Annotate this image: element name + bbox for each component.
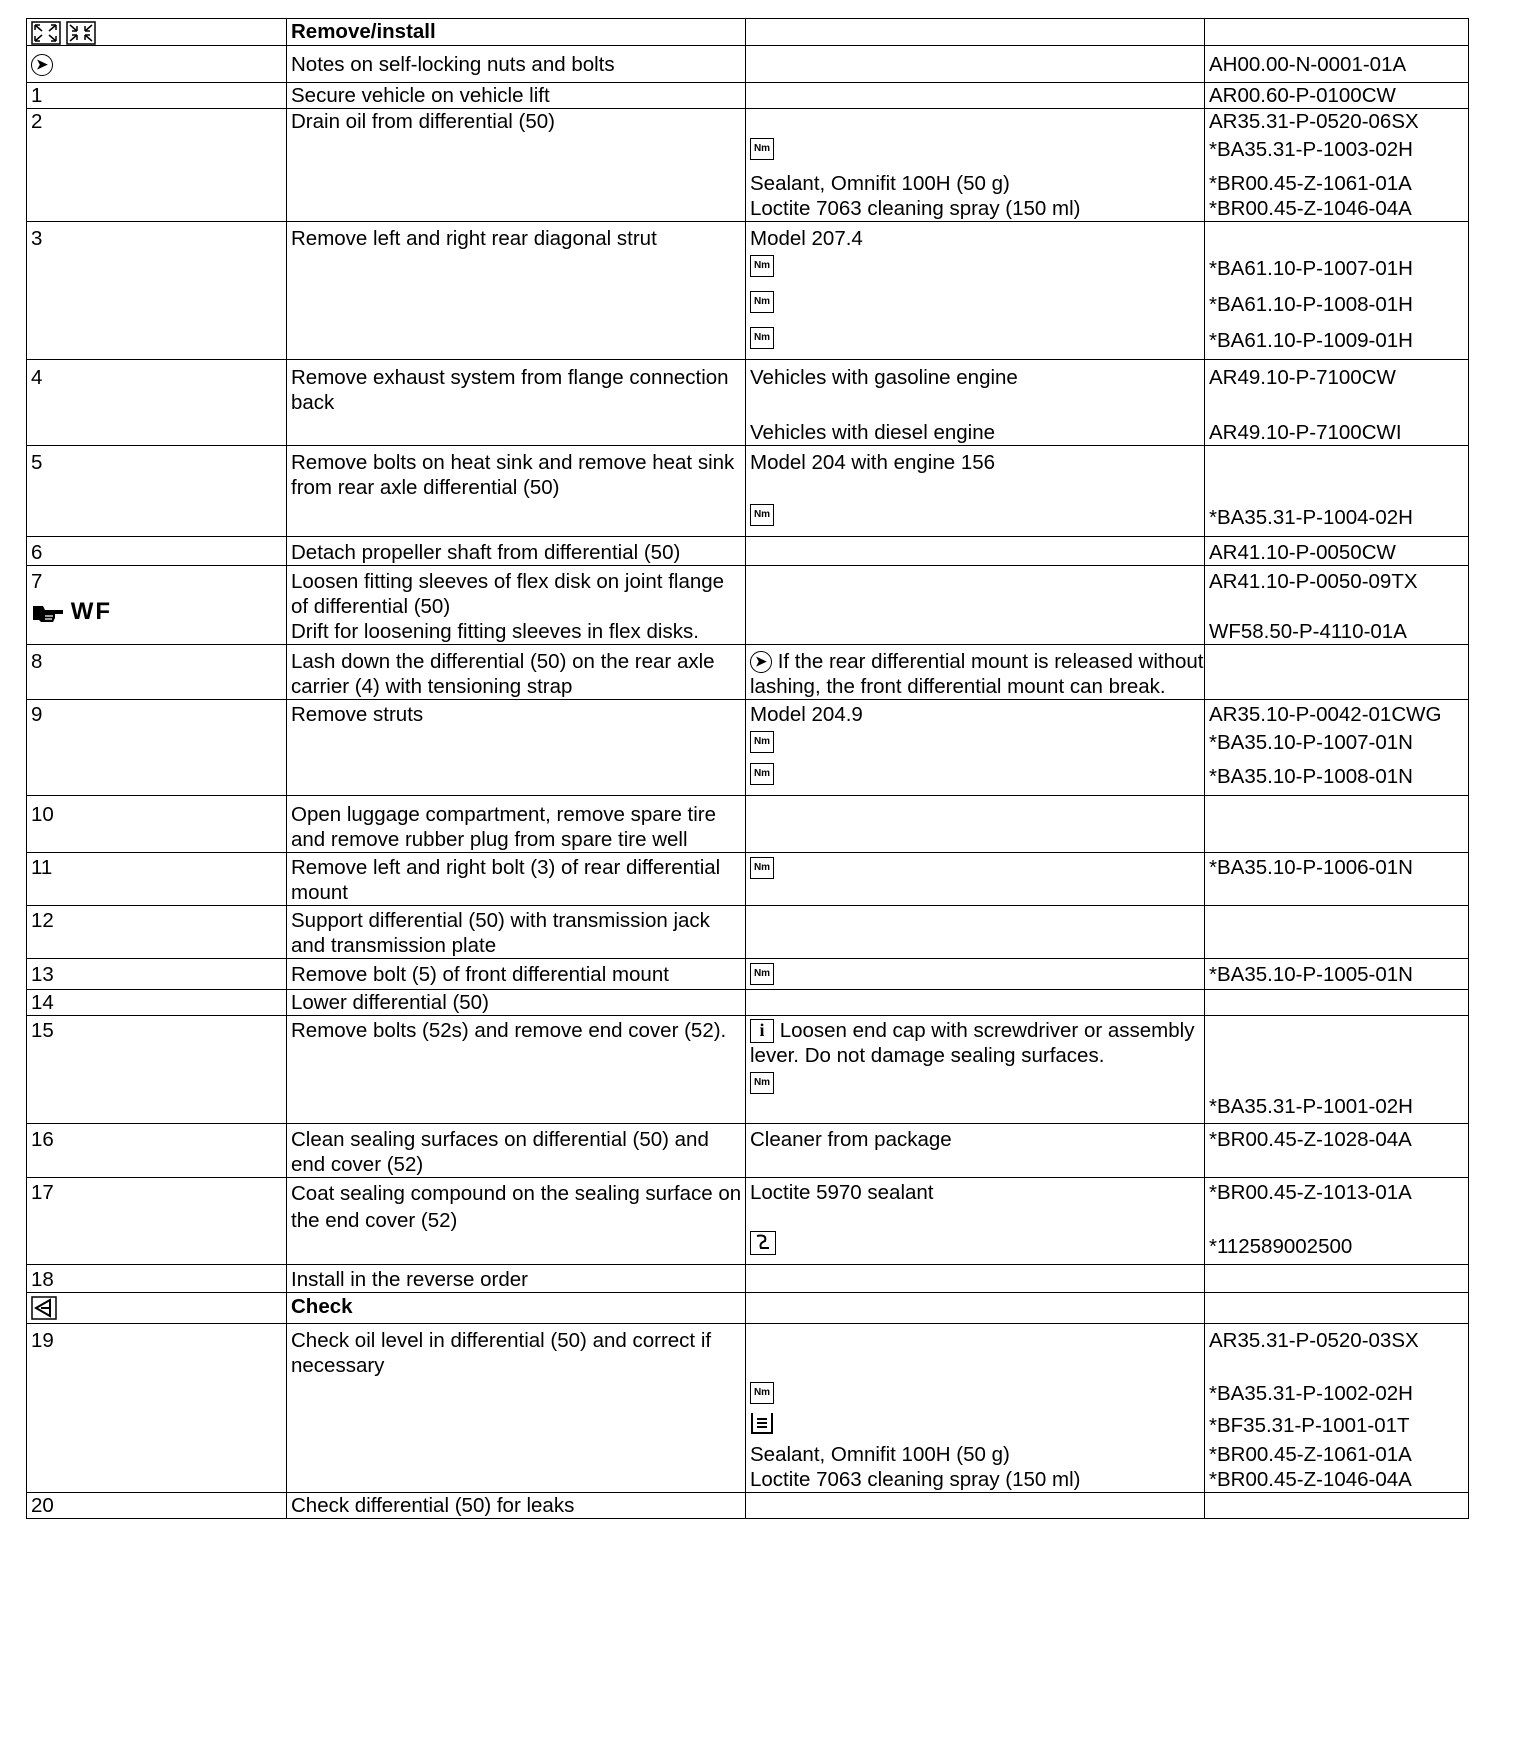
torque-icon: Nm xyxy=(750,963,774,985)
table-row: 9 Remove struts Model 204.9 Nm Nm AR35.10-P-0042-01CWG *BA35.10-P-1007-01N *BA35.10-P-1008-01N xyxy=(27,699,1469,795)
torque-icon: Nm xyxy=(750,1072,774,1094)
torque-icon: Nm xyxy=(750,731,774,753)
step-number: 14 xyxy=(31,990,54,1014)
procedure-table xyxy=(26,18,1469,1519)
table-row: 16 Clean sealing surfaces on differential (50) and end cover (52) Cleaner from package *BR00.45-Z-1028-04A xyxy=(27,1123,1469,1177)
table-row: 10 Open luggage compartment, remove spare tire and remove rubber plug from spare tire well xyxy=(27,795,1469,852)
reference-link[interactable]: *BR00.45-Z-1013-01A xyxy=(1209,1180,1412,1204)
torque-icon: Nm xyxy=(750,255,774,277)
step-number: 10 xyxy=(31,802,54,826)
step-number: 5 xyxy=(31,450,43,474)
reference-link[interactable]: *BA35.10-P-1008-01N xyxy=(1209,764,1413,788)
table-row: 12 Support differential (50) with transmission jack and transmission plate xyxy=(27,905,1469,958)
workshop-equipment-label: WF xyxy=(70,597,113,625)
table-row: 3 Remove left and right rear diagonal strut Model 207.4 Nm Nm Nm *BA61.10-P-1007-01H *BA61.10-P-1008-01H *BA61.10-P-1009-01H xyxy=(27,221,1469,359)
section-title: Remove/install xyxy=(291,20,436,43)
reference-link[interactable]: AR35.10-P-0042-01CWG xyxy=(1209,702,1442,726)
reference-link[interactable]: *BA35.31-P-1003-02H xyxy=(1209,137,1413,161)
info-icon: i xyxy=(750,1019,774,1043)
section-header-check xyxy=(27,1292,1469,1323)
check-section-icon xyxy=(31,1296,57,1320)
table-row: 18 Install in the reverse order xyxy=(27,1264,1469,1292)
reference-link[interactable]: *BF35.31-P-1001-01T xyxy=(1209,1413,1410,1437)
table-row: 11 Remove left and right bolt (3) of rear differential mount Nm *BA35.10-P-1006-01N xyxy=(27,852,1469,905)
attention-icon: ➤ xyxy=(750,651,772,673)
table-row: 6 Detach propeller shaft from differential (50) AR41.10-P-0050CW xyxy=(27,536,1469,565)
step-number: 4 xyxy=(31,365,43,389)
torque-icon: Nm xyxy=(750,291,774,313)
reference-link[interactable]: AH00.00-N-0001-01A xyxy=(1205,45,1469,82)
table-row: ➤ Notes on self-locking nuts and bolts AH00.00-N-0001-01A xyxy=(27,45,1469,82)
reference-link[interactable]: *BA61.10-P-1009-01H xyxy=(1209,328,1413,352)
table-row: 8 Lash down the differential (50) on the rear axle carrier (4) with tensioning strap ➤ If the rear differential mount is released without lashing, the front differential mount can break. xyxy=(27,644,1469,699)
table-row: 7 WF Loosen fitting sleeves of flex disk on joint flange of differential (50) Drift for loosening fitting sleeves in flex disks. AR41.10-P-0050-09TX WF58.50-P-4110-01A xyxy=(27,565,1469,644)
step-number: 15 xyxy=(31,1018,54,1042)
reference-link[interactable]: *BR00.45-Z-1028-04A xyxy=(1209,1127,1412,1151)
attention-icon: ➤ xyxy=(31,54,53,76)
step-number: 20 xyxy=(31,1493,54,1517)
section-header-remove-install xyxy=(27,19,1469,46)
reference-link[interactable]: *BR00.45-Z-1046-04A xyxy=(1209,196,1412,220)
reference-link[interactable]: *BA61.10-P-1007-01H xyxy=(1209,256,1413,280)
torque-icon: Nm xyxy=(750,138,774,160)
table-row: 4 Remove exhaust system from flange connection back Vehicles with gasoline engine Vehicles with diesel engine AR49.10-P-7100CW AR49.10-P-7100CWI xyxy=(27,359,1469,445)
table-row: 5 Remove bolts on heat sink and remove heat sink from rear axle differential (50) Model 204 with engine 156 Nm *BA35.31-P-1004-02H xyxy=(27,445,1469,536)
step-number: 6 xyxy=(31,540,43,564)
reference-link[interactable]: *BA35.10-P-1006-01N xyxy=(1209,855,1413,879)
reference-link[interactable]: AR49.10-P-7100CW xyxy=(1209,365,1396,389)
reference-link[interactable]: AR35.31-P-0520-03SX xyxy=(1209,1328,1419,1352)
step-number: 12 xyxy=(31,908,54,932)
table-row: 13 Remove bolt (5) of front differential mount Nm *BA35.10-P-1005-01N xyxy=(27,958,1469,989)
step-number: 13 xyxy=(31,962,54,986)
torque-icon: Nm xyxy=(750,1382,774,1404)
step-number: 2 xyxy=(31,109,43,133)
reference-link[interactable]: *BR00.45-Z-1061-01A xyxy=(1209,1442,1412,1466)
step-number: 19 xyxy=(31,1328,54,1352)
step-number: 3 xyxy=(31,226,43,250)
remove-install-icon xyxy=(31,21,97,45)
table-row: 19 Check oil level in differential (50) and correct if necessary Nm Sealant, Omnifit 100H (50 g) Loctite 7063 cleaning spray (150 ml) AR35.31-P-0520-03SX *BA35.31-P-1002-02H *BF35.31-P-1001-01T *BR00.45-Z-1061-01A *BR00.45-Z-1046-04A xyxy=(27,1323,1469,1492)
pointing-hand-icon xyxy=(31,602,65,624)
reference-link[interactable]: *BA35.31-P-1001-02H xyxy=(1209,1094,1413,1118)
reference-link[interactable]: *BA35.31-P-1002-02H xyxy=(1209,1381,1413,1405)
step-number: 8 xyxy=(31,649,43,673)
torque-icon: Nm xyxy=(750,857,774,879)
torque-icon: Nm xyxy=(750,504,774,526)
reference-link[interactable]: AR41.10-P-0050CW xyxy=(1209,540,1396,564)
table-row: 14 Lower differential (50) xyxy=(27,989,1469,1015)
table-row: 1 Secure vehicle on vehicle lift AR00.60-P-0100CW xyxy=(27,82,1469,108)
reference-link[interactable]: WF58.50-P-4110-01A xyxy=(1209,619,1407,643)
reference-link[interactable]: AR41.10-P-0050-09TX xyxy=(1209,569,1418,593)
step-number: 9 xyxy=(31,702,43,726)
reference-link[interactable]: *BA35.10-P-1005-01N xyxy=(1209,962,1413,986)
special-tool-icon xyxy=(750,1231,776,1255)
reference-link[interactable]: *112589002500 xyxy=(1209,1234,1353,1258)
torque-icon: Nm xyxy=(750,763,774,785)
table-row: 17 Coat sealing compound on the sealing surface on the end cover (52) Loctite 5970 sealant *BR00.45-Z-1013-01A *112589002500 xyxy=(27,1177,1469,1264)
reference-link[interactable]: *BA35.31-P-1004-02H xyxy=(1209,505,1413,529)
repair-procedure-document xyxy=(26,18,1469,1519)
reference-link[interactable]: *BR00.45-Z-1046-04A xyxy=(1209,1467,1412,1491)
reference-link[interactable]: *BR00.45-Z-1061-01A xyxy=(1209,171,1412,195)
reference-link[interactable]: AR49.10-P-7100CWI xyxy=(1209,420,1402,444)
reference-link[interactable]: *BA35.10-P-1007-01N xyxy=(1209,730,1413,754)
step-number: 11 xyxy=(31,855,53,879)
reference-link[interactable]: AR35.31-P-0520-06SX xyxy=(1209,109,1419,133)
reference-link[interactable]: AR00.60-P-0100CW xyxy=(1205,82,1469,108)
table-row: 20 Check differential (50) for leaks xyxy=(27,1492,1469,1518)
step-number: 1 xyxy=(31,83,43,107)
torque-icon: Nm xyxy=(750,327,774,349)
step-number: 16 xyxy=(31,1127,54,1151)
reference-link[interactable]: *BA61.10-P-1008-01H xyxy=(1209,292,1413,316)
step-number: 17 xyxy=(31,1180,54,1204)
step-number: 7 xyxy=(31,569,43,593)
step-number: 18 xyxy=(31,1267,54,1291)
table-row: 15 Remove bolts (52s) and remove end cover (52). i Loosen end cap with screwdriver or assembly lever. Do not damage sealing surfaces. Nm *BA35.31-P-1001-02H xyxy=(27,1015,1469,1123)
table-row: 2 Drain oil from differential (50) Nm Sealant, Omnifit 100H (50 g) Loctite 7063 cleaning spray (150 ml) AR35.31-P-0520-06SX *BA35.31-P-1003-02H *BR00.45-Z-1061-01A *BR00.45-Z-1046-04A xyxy=(27,108,1469,221)
fluid-capacity-icon xyxy=(750,1411,774,1435)
section-title: Check xyxy=(291,1294,353,1318)
